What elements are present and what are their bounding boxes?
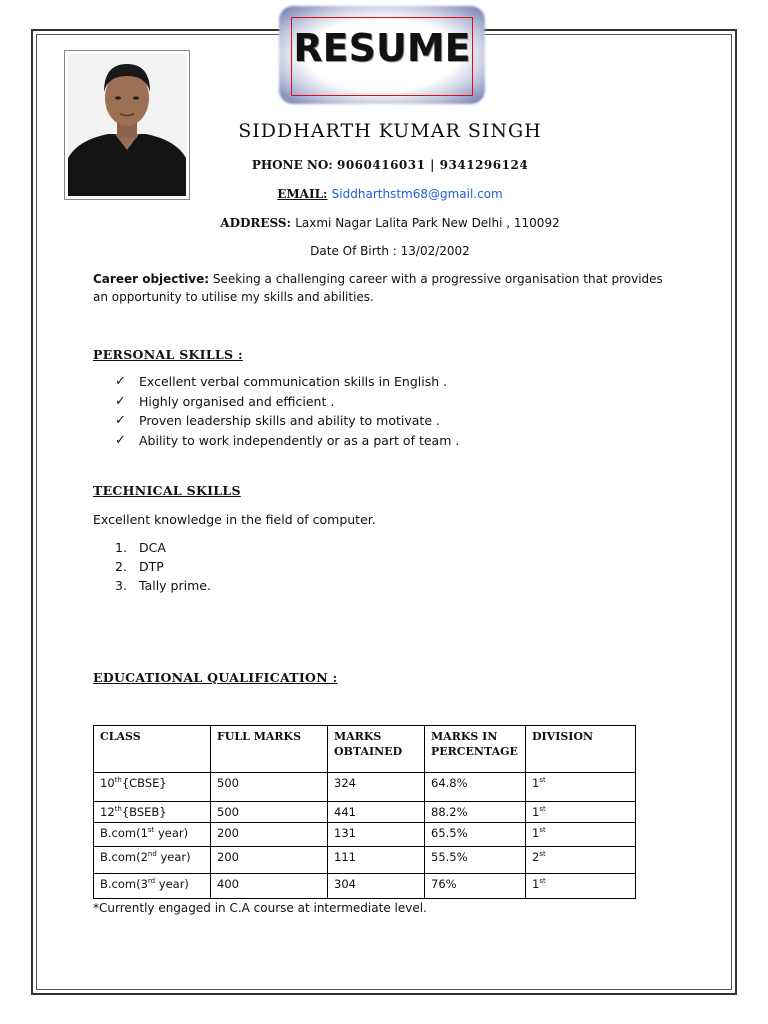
personal-skills-list (115, 372, 459, 450)
phone-value: 9060416031 | 9341296124 (336, 158, 529, 172)
class-cell: B.com(3rd year) (94, 874, 211, 899)
obtained-cell: 131 (328, 823, 425, 847)
list-item: 1. DCA (115, 540, 166, 555)
table-header-row (94, 726, 636, 773)
percent-cell: 76% (425, 874, 526, 899)
email-label: EMAIL: (277, 187, 328, 201)
education-table (93, 725, 636, 899)
technical-skills-list (115, 538, 211, 595)
address-line (180, 216, 600, 230)
checkmark-icon: ✓ (115, 432, 126, 448)
candidate-name: SIDDHARTH KUMAR SINGH (238, 120, 542, 142)
obtained-cell: 441 (328, 802, 425, 823)
table-row (94, 847, 636, 874)
table-row (94, 874, 636, 899)
table-row (94, 802, 636, 823)
division-cell: 1st (526, 823, 636, 847)
percent-cell: 88.2% (425, 802, 526, 823)
email-link[interactable]: Siddharthstm68@gmail.com (331, 187, 503, 201)
class-cell: B.com(1st year) (94, 823, 211, 847)
list-item: 3. Tally prime. (115, 578, 211, 593)
obtained-cell: 111 (328, 847, 425, 874)
list-item: ✓ Excellent verbal communication skills in English . (115, 374, 448, 390)
address-label: ADDRESS: (220, 216, 292, 230)
column-header: FULL MARKS (211, 726, 328, 773)
full-marks-cell: 400 (211, 874, 328, 899)
list-item: 2. DTP (115, 559, 164, 574)
class-cell: B.com(2nd year) (94, 847, 211, 874)
column-header: MARKS OBTAINED (328, 726, 425, 773)
list-item: ✓ Proven leadership skills and ability to motivate . (115, 413, 440, 429)
date-of-birth: Date Of Birth : 13/02/2002 (310, 244, 470, 258)
profile-photo (68, 54, 186, 196)
objective-label: Career objective: (93, 272, 210, 286)
address-value: Laxmi Nagar Lalita Park New Delhi , 110092 (295, 216, 560, 230)
resume-title: RESUME (293, 26, 471, 70)
full-marks-cell: 500 (211, 773, 328, 802)
personal-skills-heading: PERSONAL SKILLS : (93, 347, 243, 362)
column-header: MARKS IN PERCENTAGE (425, 726, 526, 773)
career-objective (93, 270, 673, 306)
list-item: ✓ Highly organised and efficient . (115, 393, 335, 409)
obtained-cell: 324 (328, 773, 425, 802)
full-marks-cell: 200 (211, 823, 328, 847)
checkmark-icon: ✓ (115, 374, 126, 390)
full-marks-cell: 500 (211, 802, 328, 823)
table-row (94, 773, 636, 802)
education-heading: EDUCATIONAL QUALIFICATION : (93, 670, 338, 685)
division-cell: 1st (526, 773, 636, 802)
column-header: DIVISION (526, 726, 636, 773)
full-marks-cell: 200 (211, 847, 328, 874)
list-item: ✓ Ability to work independently or as a part of team . (115, 432, 460, 448)
checkmark-icon: ✓ (115, 413, 126, 429)
division-cell: 1st (526, 802, 636, 823)
column-header: CLASS (94, 726, 211, 773)
footnote: *Currently engaged in C.A course at intermediate level. (93, 901, 427, 915)
technical-skills-intro: Excellent knowledge in the field of computer. (93, 512, 376, 527)
technical-skills-heading: TECHNICAL SKILLS (93, 483, 241, 498)
percent-cell: 65.5% (425, 823, 526, 847)
objective-text: Seeking a challenging career with a progressive organisation that provides an opportunity to utilise my skills and abilities. (93, 272, 663, 304)
phone-label: PHONE NO: (251, 158, 333, 172)
division-cell: 2st (526, 847, 636, 874)
class-cell: 10th{CBSE} (94, 773, 211, 802)
obtained-cell: 304 (328, 874, 425, 899)
checkmark-icon: ✓ (115, 393, 126, 409)
percent-cell: 64.8% (425, 773, 526, 802)
class-cell: 12th{BSEB} (94, 802, 211, 823)
percent-cell: 55.5% (425, 847, 526, 874)
phone-line (180, 158, 600, 172)
table-row (94, 823, 636, 847)
division-cell: 1st (526, 874, 636, 899)
email-line (180, 187, 600, 201)
